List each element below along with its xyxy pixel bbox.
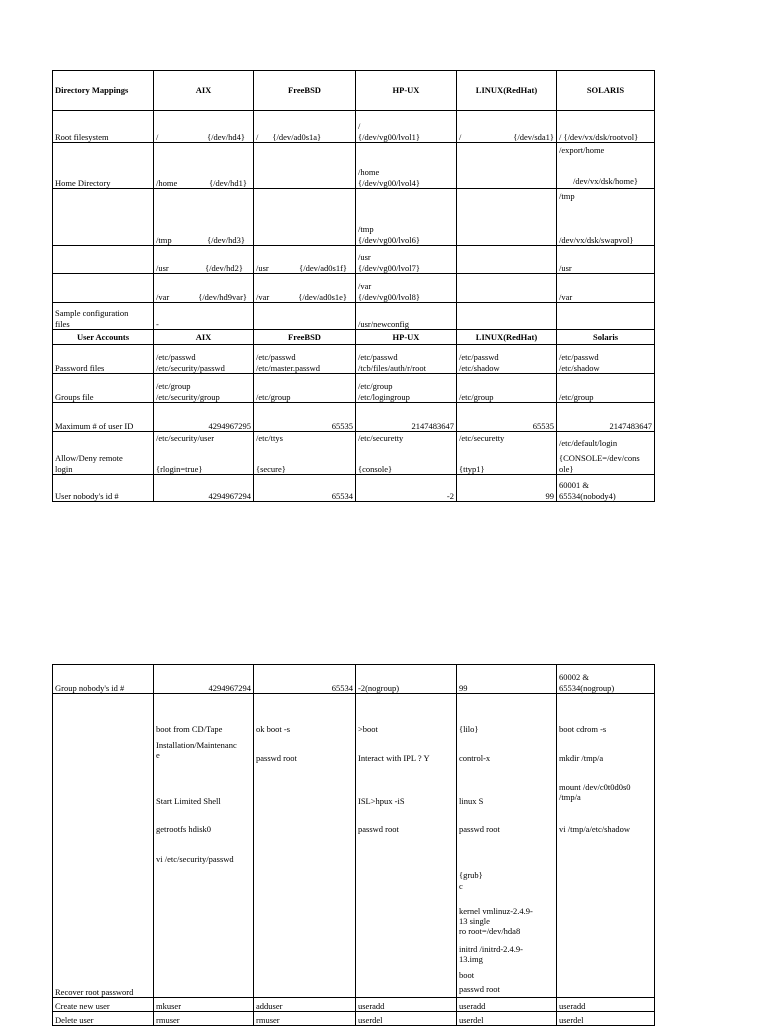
table-cell: useradd <box>557 998 655 1012</box>
table-cell: /etc/passwd /tcb/files/auth/r/root <box>356 345 457 374</box>
table-cell <box>557 303 655 330</box>
table-cell: 65535 <box>457 403 557 432</box>
table-row <box>53 189 655 246</box>
table-cell: 99 <box>457 665 557 694</box>
table-cell: /etc/passwd /etc/security/passwd <box>154 345 254 374</box>
table-row <box>53 246 655 274</box>
table-cell: >boot Interact with IPL ? Y ISL>hpux -iS passwd root <box>356 694 457 998</box>
table-cell: /etc/ttys {secure} <box>254 432 356 475</box>
table-cell: userdel <box>457 1012 557 1026</box>
table-cell: /tmp {/dev/vg00/lvol6} <box>356 189 457 246</box>
header-cell: Directory Mappings <box>53 71 154 111</box>
table-row <box>53 143 655 189</box>
table-cell: -2(nogroup) <box>356 665 457 694</box>
table-cell: /etc/security/user {rlogin=true} <box>154 432 254 475</box>
table-cell: -2 <box>356 475 457 502</box>
table-cell: 60001 & 65534(nobody4) <box>557 475 655 502</box>
table-row <box>53 374 655 403</box>
table-cell <box>457 246 557 274</box>
header-cell: AIX <box>154 330 254 345</box>
table-cell: /home {/dev/vg00/lvol4} <box>356 143 457 189</box>
table-cell <box>457 274 557 303</box>
table-cell: /var <box>557 274 655 303</box>
table-cell: /home {/dev/hd1} <box>154 143 254 189</box>
table-cell: ok boot -s passwd root <box>254 694 356 998</box>
table-cell: {lilo} control-x linux S passwd root {grub} c kernel vmlinuz-2.4.9- 13 single ro root=/dev/hda8 initrd /initrd-2.4.9- 13.img boot passwd root <box>457 694 557 998</box>
table-cell: boot from CD/Tape Installation/Maintenanc e Start Limited Shell getrootfs hdisk0 vi /etc/security/passwd <box>154 694 254 998</box>
table-cell: /usr {/dev/hd2} <box>154 246 254 274</box>
table-cell: 65534 <box>254 475 356 502</box>
table-cell: /var {/dev/hd9var} <box>154 274 254 303</box>
table-cell: 65534 <box>254 665 356 694</box>
row-label: Groups file <box>53 374 154 403</box>
table-cell <box>457 143 557 189</box>
header-cell: LINUX(RedHat) <box>457 330 557 345</box>
row-label: Sample configuration files <box>53 303 154 330</box>
table-cell <box>457 303 557 330</box>
table-cell <box>254 303 356 330</box>
header-cell: FreeBSD <box>254 71 356 111</box>
table-cell: /tmp /dev/vx/dsk/swapvol} <box>557 189 655 246</box>
header-cell: HP-UX <box>356 71 457 111</box>
row-label: Recover root password <box>53 694 154 998</box>
row-label: User nobody's id # <box>53 475 154 502</box>
table-cell: 4294967294 <box>154 475 254 502</box>
table-cell: userdel <box>356 1012 457 1026</box>
row-label: Home Directory <box>53 143 154 189</box>
header-cell: User Accounts <box>53 330 154 345</box>
row-label <box>53 274 154 303</box>
row-label: Group nobody's id # <box>53 665 154 694</box>
table-cell: /etc/passwd /etc/shadow <box>557 345 655 374</box>
table-row <box>53 303 655 330</box>
table-cell: useradd <box>457 998 557 1012</box>
table-cell: / {/dev/ad0s1a} <box>254 111 356 143</box>
table-cell: /usr <box>557 246 655 274</box>
table-cell: /tmp {/dev/hd3} <box>154 189 254 246</box>
table-cell: - <box>154 303 254 330</box>
row-label: Allow/Deny remote login <box>53 432 154 475</box>
table-cell: useradd <box>356 998 457 1012</box>
row-label: Delete user <box>53 1012 154 1026</box>
table-cell: /etc/passwd /etc/master.passwd <box>254 345 356 374</box>
row-label: Password files <box>53 345 154 374</box>
header-cell: FreeBSD <box>254 330 356 345</box>
table-cell <box>254 189 356 246</box>
table-cell: boot cdrom -s mkdir /tmp/a mount /dev/c0t0d0s0 /tmp/a vi /tmp/a/etc/shadow <box>557 694 655 998</box>
table-cell: /usr {/dev/ad0s1f} <box>254 246 356 274</box>
table-cell: 99 <box>457 475 557 502</box>
table-cell: 2147483647 <box>356 403 457 432</box>
table-row <box>53 1012 655 1026</box>
table-cell: /etc/group /etc/logingroup <box>356 374 457 403</box>
row-label <box>53 246 154 274</box>
table-cell: rmuser <box>254 1012 356 1026</box>
table-cell: /export/home /dev/vx/dsk/home} <box>557 143 655 189</box>
table-header-row <box>53 71 655 111</box>
table-cell: /etc/securetty {console} <box>356 432 457 475</box>
row-label: Maximum # of user ID <box>53 403 154 432</box>
table-cell: 2147483647 <box>557 403 655 432</box>
table-cell: userdel <box>557 1012 655 1026</box>
table-row <box>53 694 655 998</box>
table-cell: /etc/group <box>557 374 655 403</box>
user-accounts-continued-table <box>52 664 655 1026</box>
table-cell: / {/dev/vx/dsk/rootvol} <box>557 111 655 143</box>
table-row <box>53 345 655 374</box>
header-cell: Solaris <box>557 330 655 345</box>
table-cell: 4294967295 <box>154 403 254 432</box>
table-cell: / {/dev/vg00/lvol1} <box>356 111 457 143</box>
table-cell <box>457 189 557 246</box>
header-cell: HP-UX <box>356 330 457 345</box>
table-cell: /etc/passwd /etc/shadow <box>457 345 557 374</box>
table-row <box>53 403 655 432</box>
user-accounts-header-row <box>53 330 655 345</box>
table-cell: /etc/group <box>254 374 356 403</box>
table-cell: rmuser <box>154 1012 254 1026</box>
table-row <box>53 274 655 303</box>
table-cell: 65535 <box>254 403 356 432</box>
table-cell: /etc/group /etc/security/group <box>154 374 254 403</box>
table-row <box>53 432 655 475</box>
table-cell: /etc/default/login {CONSOLE=/dev/cons ole} <box>557 432 655 475</box>
table-cell: 4294967294 <box>154 665 254 694</box>
row-label: Root filesystem <box>53 111 154 143</box>
table-row <box>53 111 655 143</box>
header-cell: SOLARIS <box>557 71 655 111</box>
directory-mappings-table <box>52 70 655 502</box>
table-cell: /etc/group <box>457 374 557 403</box>
table-cell: /etc/securetty {ttyp1} <box>457 432 557 475</box>
table-cell: /var {/dev/ad0s1e} <box>254 274 356 303</box>
table-row <box>53 665 655 694</box>
table-row <box>53 998 655 1012</box>
row-label <box>53 189 154 246</box>
row-label: Create new user <box>53 998 154 1012</box>
table-cell: /usr {/dev/vg00/lvol7} <box>356 246 457 274</box>
table-cell <box>254 143 356 189</box>
header-cell: LINUX(RedHat) <box>457 71 557 111</box>
table-cell: mkuser <box>154 998 254 1012</box>
table-row <box>53 475 655 502</box>
table-cell: /var {/dev/vg00/lvol8} <box>356 274 457 303</box>
table-cell: / {/dev/hd4} <box>154 111 254 143</box>
table-cell: / {/dev/sda1} <box>457 111 557 143</box>
table-cell: /usr/newconfig <box>356 303 457 330</box>
table-cell: adduser <box>254 998 356 1012</box>
table-cell: 60002 & 65534(nogroup) <box>557 665 655 694</box>
header-cell: AIX <box>154 71 254 111</box>
